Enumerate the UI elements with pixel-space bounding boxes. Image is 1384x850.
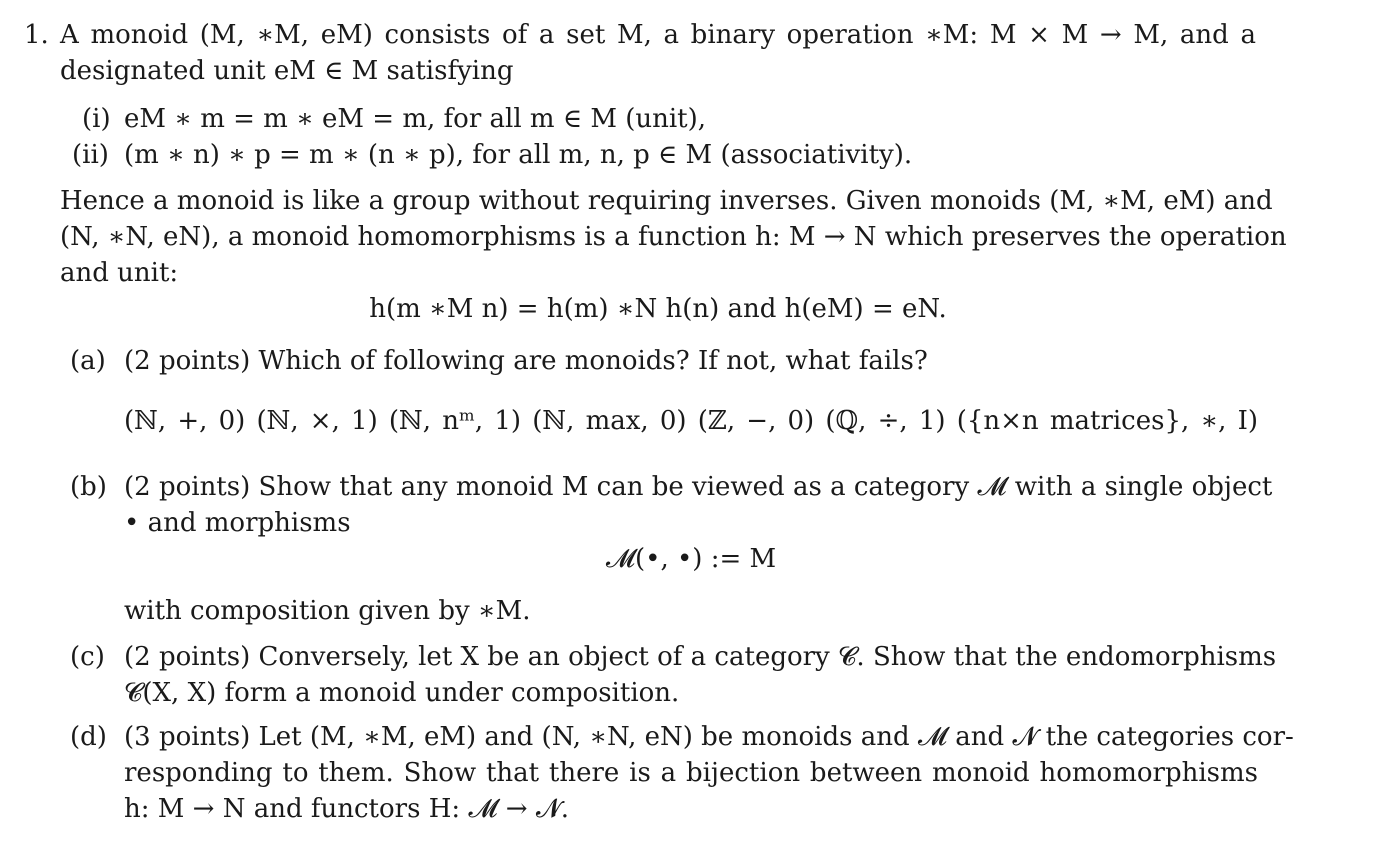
intro-line-1: A monoid (M, ∗M, eM) consists of a set M, a binary operation ∗M: M × M → M, and a xyxy=(60,20,1256,50)
intro-line-2: designated unit eM ∈ M satisfying xyxy=(60,56,514,86)
part-d-label: (d) xyxy=(70,722,107,752)
hence-line-3: and unit: xyxy=(60,258,179,288)
axiom-label-i: (i) xyxy=(82,104,111,134)
axiom-unit: eM ∗ m = m ∗ eM = m, for all m ∈ M (unit), xyxy=(124,104,707,134)
axiom-label-ii: (ii) xyxy=(72,140,109,170)
part-b-equation: 𝓜(•, •) := M xyxy=(605,544,777,574)
part-a-candidates: (ℕ, +, 0) (ℕ, ×, 1) (ℕ, nᵐ, 1) (ℕ, max, 0) (ℤ, −, 0) (ℚ, ÷, 1) ({n×n matrices}, ∗, I) xyxy=(124,406,1258,436)
part-a-question: (2 points) Which of following are monoids? If not, what fails? xyxy=(124,346,928,376)
part-d-line-2: responding to them. Show that there is a bijection between monoid homomorphisms xyxy=(124,758,1258,788)
part-d-line-1: (3 points) Let (M, ∗M, eM) and (N, ∗N, eN) be monoids and 𝓜 and 𝓝 the categories cor- xyxy=(124,722,1294,752)
part-c-line-2: 𝓒(X, X) form a monoid under composition. xyxy=(124,678,680,708)
homomorphism-equation: h(m ∗M n) = h(m) ∗N h(n) and h(eM) = eN. xyxy=(369,294,947,324)
part-b-label: (b) xyxy=(70,472,107,502)
problem-number: 1. xyxy=(24,20,49,50)
hence-line-2: (N, ∗N, eN), a monoid homomorphisms is a function h: M → N which preserves the operation xyxy=(60,222,1287,252)
part-a-label: (a) xyxy=(70,346,106,376)
part-c-label: (c) xyxy=(70,642,105,672)
part-b-line-2: • and morphisms xyxy=(124,508,351,538)
part-b-after: with composition given by ∗M. xyxy=(124,596,531,626)
hence-line-1: Hence a monoid is like a group without requiring inverses. Given monoids (M, ∗M, eM) and xyxy=(60,186,1273,216)
axiom-associativity: (m ∗ n) ∗ p = m ∗ (n ∗ p), for all m, n, p ∈ M (associativity). xyxy=(124,140,913,170)
part-c-line-1: (2 points) Conversely, let X be an object of a category 𝓒. Show that the endomorphisms xyxy=(124,642,1277,672)
part-b-line-1: (2 points) Show that any monoid M can be viewed as a category 𝓜 with a single object xyxy=(124,472,1273,502)
part-d-line-3: h: M → N and functors H: 𝓜 → 𝓝. xyxy=(124,794,569,824)
